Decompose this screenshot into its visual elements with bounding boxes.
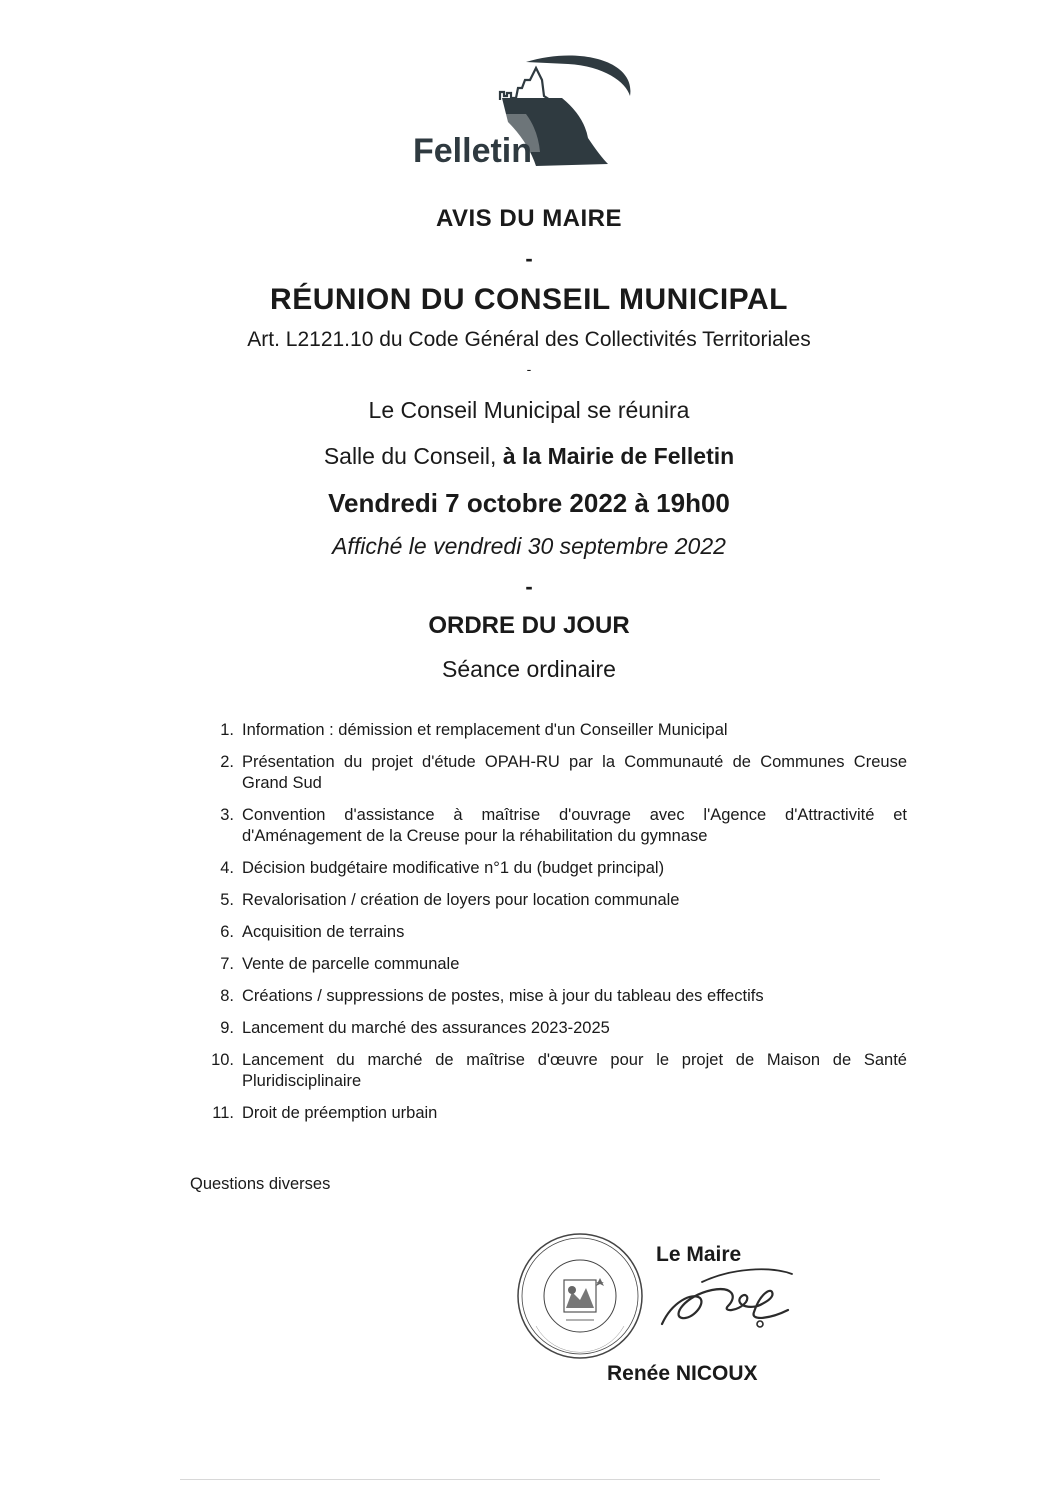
agenda-item-number: 3. xyxy=(220,806,234,824)
agenda-item-text: Revalorisation / création de loyers pour location communale xyxy=(242,891,680,909)
agenda-item-text: Créations / suppressions de postes, mise à jour du tableau des effectifs xyxy=(242,987,764,1005)
mayor-stamp xyxy=(514,1230,646,1362)
notice-heading: AVIS DU MAIRE xyxy=(435,205,623,232)
meeting-place xyxy=(0,443,1058,470)
meeting-venue: à la Mairie de Felletin xyxy=(502,443,735,469)
agenda-item xyxy=(200,752,907,794)
session-type: Séance ordinaire xyxy=(442,656,616,682)
agenda-item xyxy=(200,858,907,879)
posted-date: Affiché le vendredi 30 septembre 2022 xyxy=(332,533,726,559)
agenda-item xyxy=(200,1018,907,1039)
agenda-item xyxy=(200,805,907,847)
agenda-item-number: 9. xyxy=(220,1019,234,1037)
agenda-item xyxy=(200,890,907,911)
agenda-item-text: Acquisition de terrains xyxy=(242,923,405,941)
agenda-item xyxy=(200,720,907,741)
agenda-item-number: 4. xyxy=(220,859,234,877)
separator: - xyxy=(526,361,532,377)
separator: - xyxy=(525,574,533,599)
agenda-item-text: Vente de parcelle communale xyxy=(242,955,460,973)
logo-text: Felletin xyxy=(413,132,533,170)
mayor-name: Renée NICOUX xyxy=(607,1362,758,1385)
agenda-item-number: 8. xyxy=(220,987,234,1005)
agenda-item-number: 6. xyxy=(220,923,234,941)
agenda-item-text: Droit de préemption urbain xyxy=(242,1104,438,1122)
meeting-announcement: Le Conseil Municipal se réunira xyxy=(368,397,690,423)
agenda-item-text: Décision budgétaire modificative n°1 du (budget principal) xyxy=(242,859,665,877)
legal-reference: Art. L2121.10 du Code Général des Collectivités Territoriales xyxy=(247,328,811,351)
agenda-item xyxy=(200,954,907,975)
other-questions: Questions diverses xyxy=(190,1175,331,1193)
meeting-date: Vendredi 7 octobre 2022 à 19h00 xyxy=(328,488,730,518)
agenda-item xyxy=(200,922,907,943)
agenda-item-number: 11. xyxy=(212,1104,234,1122)
mayor-signature xyxy=(642,1262,802,1334)
agenda-item-number: 2. xyxy=(220,753,234,771)
felletin-logo xyxy=(408,52,653,177)
agenda-item-text: Présentation du projet d'étude OPAH-RU par la Communauté de Communes Creuse Grand Sud xyxy=(242,753,907,792)
agenda-item-text: Information : démission et remplacement d'un Conseiller Municipal xyxy=(242,721,728,739)
scan-edge-line xyxy=(180,1479,880,1480)
agenda-item-number: 5. xyxy=(220,891,234,909)
agenda-item-number: 10. xyxy=(211,1051,234,1069)
agenda-title: ORDRE DU JOUR xyxy=(428,612,630,639)
mayor-title: Le Maire xyxy=(656,1243,742,1266)
page-title: RÉUNION DU CONSEIL MUNICIPAL xyxy=(270,283,788,316)
agenda-item-text: Lancement du marché de maîtrise d'œuvre pour le projet de Maison de Santé Pluridisciplinaire xyxy=(242,1051,907,1090)
agenda-item-number: 7. xyxy=(220,955,234,973)
agenda-item xyxy=(200,1050,907,1092)
meeting-room: Salle du Conseil, xyxy=(323,443,497,469)
separator: - xyxy=(525,246,533,271)
agenda-list xyxy=(200,720,907,1135)
agenda-item xyxy=(200,1103,907,1124)
agenda-item xyxy=(200,986,907,1007)
agenda-item-text: Convention d'assistance à maîtrise d'ouvrage avec l'Agence d'Attractivité et d'Aménagement de la Creuse pour la réhabilitation du gymnase xyxy=(242,806,907,845)
agenda-item-number: 1. xyxy=(220,721,234,739)
agenda-item-text: Lancement du marché des assurances 2023-2025 xyxy=(242,1019,610,1037)
